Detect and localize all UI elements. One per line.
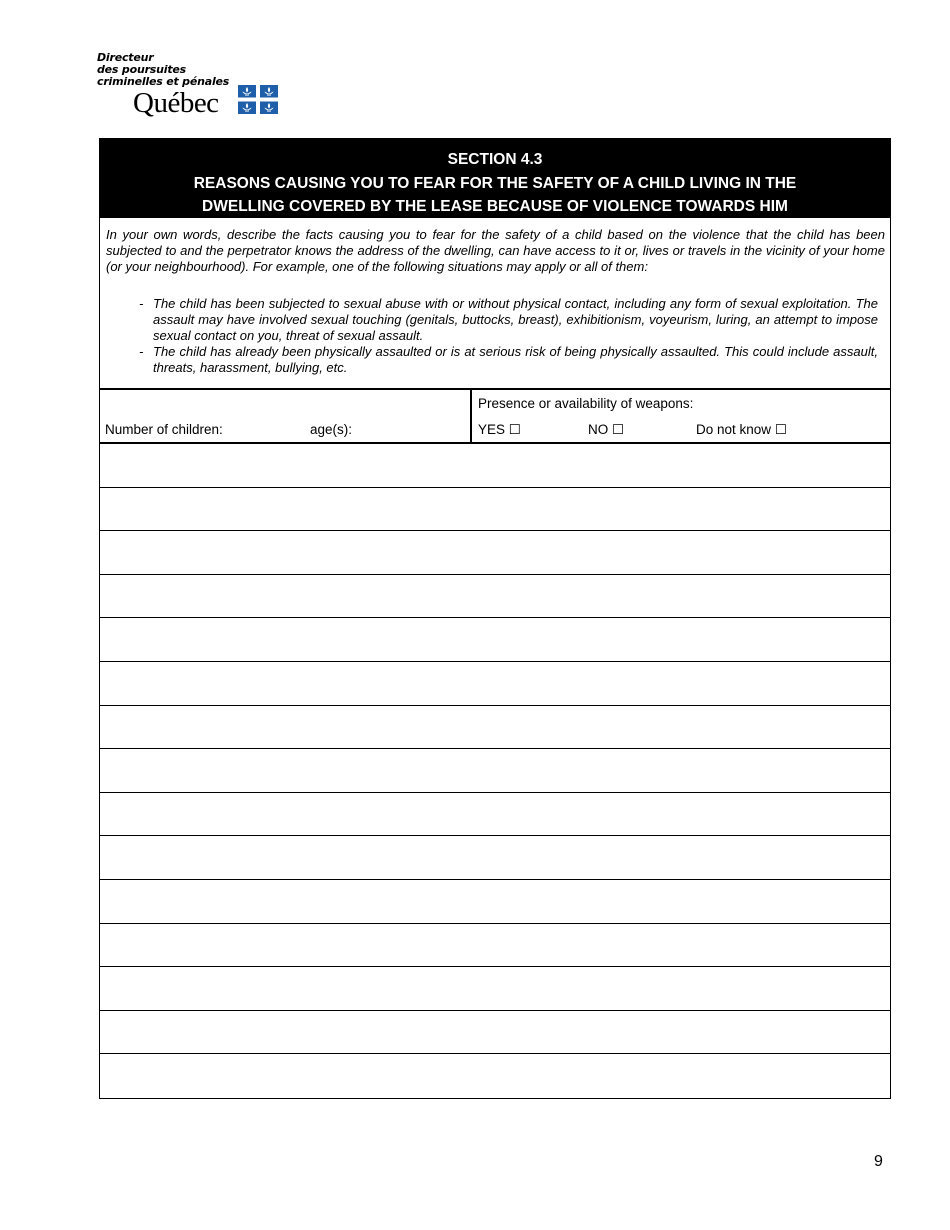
writing-line[interactable]: [100, 1054, 890, 1098]
weapons-cell: [472, 390, 890, 442]
section-title-line-1: REASONS CAUSING YOU TO FEAR FOR THE SAFETY OF A CHILD LIVING IN THE: [193, 174, 797, 192]
logo-line-2: des poursuites: [97, 63, 187, 76]
writing-line[interactable]: [100, 444, 890, 488]
logo-line-3: criminelles et pénales: [97, 75, 230, 88]
writing-line[interactable]: [100, 793, 890, 837]
weapons-no-option[interactable]: [588, 422, 624, 438]
writing-line[interactable]: [100, 662, 890, 706]
instructions: [100, 218, 890, 388]
situations-list: [106, 296, 885, 376]
writing-line[interactable]: [100, 924, 890, 968]
situation-physical-assault: [106, 344, 885, 376]
writing-line[interactable]: [100, 967, 890, 1011]
no-label: NO: [588, 422, 609, 437]
weapons-yes-option[interactable]: [478, 422, 521, 438]
writing-area[interactable]: [100, 444, 890, 1098]
unknown-checkbox[interactable]: ☐: [774, 422, 787, 437]
section-4-3-form: [99, 138, 891, 1099]
children-cell[interactable]: [100, 390, 472, 442]
weapons-unknown-option[interactable]: [696, 422, 787, 438]
writing-line[interactable]: [100, 618, 890, 662]
writing-line[interactable]: [100, 488, 890, 532]
writing-line[interactable]: [100, 1011, 890, 1055]
writing-line[interactable]: [100, 531, 890, 575]
writing-line[interactable]: [100, 706, 890, 750]
children-count-label: Number of children:: [105, 422, 223, 437]
yes-checkbox[interactable]: ☐: [508, 422, 521, 437]
situation-text: The child has been subjected to sexual abuse with or without physical contact, including any form of sexual exploitation. The assault may have involved sexual touching (genitals, buttocks, breast), exhibitionism, voyeurism, luring, an attempt to impose sexual contact on you, threat of sexual assault.: [153, 296, 878, 343]
ages-label: age(s):: [310, 422, 353, 437]
writing-line[interactable]: [100, 575, 890, 619]
writing-line[interactable]: [100, 880, 890, 924]
unknown-label: Do not know: [696, 422, 772, 437]
instructions-paragraph: In your own words, describe the facts causing you to fear for the safety of a child based on the violence that the child has been subjected to and the perpetrator knows the address of the dwelling, can have access to it or, lives or travels in the vicinity of your home (or your neighbourhood). For example, one of the following situations may apply or all of them:: [106, 227, 885, 274]
dpcp-quebec-logo: [97, 52, 287, 122]
situation-text: The child has already been physically assaulted or is at serious risk of being physically assaulted. This could include assault, threats, harassment, bullying, etc.: [153, 344, 878, 375]
writing-line[interactable]: [100, 749, 890, 793]
children-weapons-row: [100, 388, 890, 444]
logo-line-1: Directeur: [97, 51, 154, 64]
section-title-line-2: DWELLING COVERED BY THE LEASE BECAUSE OF VIOLENCE TOWARDS HIM: [202, 198, 788, 215]
logo-wordmark: Québec: [133, 87, 219, 119]
yes-label: YES: [478, 422, 506, 437]
situation-sexual-abuse: [106, 296, 885, 344]
bullet-dash: -: [139, 296, 144, 311]
page-number: 9: [874, 1153, 883, 1170]
section-number: SECTION 4.3: [447, 151, 543, 168]
bullet-dash: -: [139, 344, 144, 359]
writing-line[interactable]: [100, 836, 890, 880]
no-checkbox[interactable]: ☐: [612, 422, 625, 437]
weapons-label: Presence or availability of weapons:: [478, 396, 694, 411]
fleurdelise-flag-icon: [238, 85, 278, 114]
section-header: [100, 139, 890, 218]
